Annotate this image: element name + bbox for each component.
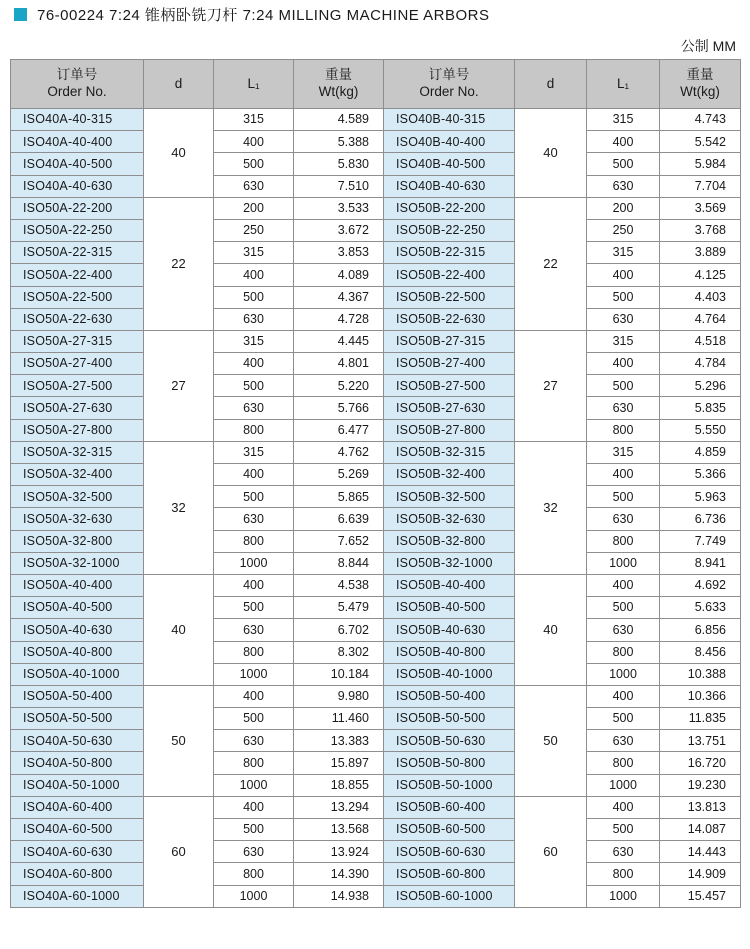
table-row [11,219,741,241]
weight-value-b: 13.813 [660,796,741,818]
l1-value-a: 630 [214,841,294,863]
l1-value-b: 630 [587,175,660,197]
table-row [11,153,741,175]
table-row [11,308,741,330]
d-value-a: 40 [144,574,214,685]
table-row [11,131,741,153]
order-no-b: ISO50B-22-400 [384,264,515,286]
l1-value-a: 400 [214,353,294,375]
weight-value-a: 3.533 [294,197,384,219]
weight-value-b: 7.704 [660,175,741,197]
weight-value-b: 4.764 [660,308,741,330]
table-row [11,486,741,508]
order-no-b: ISO50B-60-400 [384,796,515,818]
l1-value-b: 630 [587,397,660,419]
weight-value-b: 4.859 [660,441,741,463]
weight-value-a: 6.702 [294,619,384,641]
order-no-a: ISO50A-22-200 [11,197,144,219]
arbor-spec-table [10,59,741,908]
weight-value-a: 7.510 [294,175,384,197]
weight-value-b: 3.768 [660,219,741,241]
order-no-b: ISO50B-22-315 [384,242,515,264]
l1-value-b: 315 [587,441,660,463]
header-d-a: d [144,60,214,109]
l1-value-a: 400 [214,574,294,596]
l1-value-a: 1000 [214,774,294,796]
table-row [11,819,741,841]
l1-value-a: 630 [214,308,294,330]
weight-value-a: 7.652 [294,530,384,552]
order-no-b: ISO50B-40-630 [384,619,515,641]
l1-value-a: 1000 [214,552,294,574]
order-no-a: ISO50A-22-315 [11,242,144,264]
weight-value-b: 5.550 [660,419,741,441]
order-no-b: ISO40B-40-630 [384,175,515,197]
l1-value-a: 400 [214,131,294,153]
l1-value-b: 250 [587,219,660,241]
d-value-b: 27 [515,330,587,441]
l1-value-a: 630 [214,175,294,197]
weight-value-b: 6.736 [660,508,741,530]
order-no-a: ISO50A-32-800 [11,530,144,552]
order-no-b: ISO50B-50-500 [384,708,515,730]
order-no-a: ISO50A-50-400 [11,685,144,707]
order-no-a: ISO50A-27-630 [11,397,144,419]
l1-value-a: 315 [214,109,294,131]
weight-value-b: 14.443 [660,841,741,863]
l1-value-a: 800 [214,863,294,885]
table-row [11,508,741,530]
title-marker-icon [14,8,27,21]
l1-value-b: 400 [587,685,660,707]
order-no-b: ISO40B-40-400 [384,131,515,153]
order-no-b: ISO50B-32-1000 [384,552,515,574]
table-row [11,597,741,619]
table-row [11,885,741,907]
weight-value-a: 3.853 [294,242,384,264]
order-no-a: ISO50A-32-500 [11,486,144,508]
order-no-a: ISO50A-27-400 [11,353,144,375]
order-no-b: ISO50B-60-630 [384,841,515,863]
weight-value-a: 4.538 [294,574,384,596]
l1-value-a: 250 [214,219,294,241]
order-no-b: ISO50B-22-500 [384,286,515,308]
table-row [11,685,741,707]
d-value-a: 50 [144,685,214,796]
order-no-b: ISO50B-22-250 [384,219,515,241]
order-no-a: ISO40A-60-800 [11,863,144,885]
weight-value-a: 18.855 [294,774,384,796]
order-no-a: ISO40A-60-1000 [11,885,144,907]
header-wt-b: 重量 Wt(kg) [660,60,741,109]
weight-value-b: 11.835 [660,708,741,730]
order-no-b: ISO50B-60-800 [384,863,515,885]
l1-value-b: 800 [587,419,660,441]
order-no-a: ISO50A-32-400 [11,464,144,486]
l1-value-b: 1000 [587,552,660,574]
weight-value-a: 4.445 [294,330,384,352]
weight-value-a: 15.897 [294,752,384,774]
order-no-b: ISO50B-32-500 [384,486,515,508]
weight-value-b: 8.456 [660,641,741,663]
order-no-b: ISO50B-27-500 [384,375,515,397]
table-row [11,796,741,818]
table-row [11,530,741,552]
l1-value-a: 500 [214,286,294,308]
table-row [11,863,741,885]
d-value-a: 60 [144,796,214,907]
l1-value-b: 1000 [587,774,660,796]
l1-value-a: 500 [214,375,294,397]
l1-value-b: 200 [587,197,660,219]
header-order-b: 订单号 Order No. [384,60,515,109]
weight-value-b: 3.569 [660,197,741,219]
weight-value-b: 10.388 [660,663,741,685]
header-l1-b: L₁ [587,60,660,109]
d-value-b: 40 [515,574,587,685]
l1-value-a: 400 [214,464,294,486]
order-no-b: ISO50B-27-630 [384,397,515,419]
weight-value-a: 5.388 [294,131,384,153]
weight-value-a: 8.302 [294,641,384,663]
weight-value-a: 13.924 [294,841,384,863]
l1-value-b: 630 [587,308,660,330]
l1-value-b: 500 [587,286,660,308]
d-value-b: 32 [515,441,587,574]
l1-value-a: 315 [214,330,294,352]
weight-value-b: 5.633 [660,597,741,619]
l1-value-b: 630 [587,619,660,641]
d-value-b: 40 [515,109,587,198]
order-no-a: ISO40A-40-500 [11,153,144,175]
weight-value-b: 14.909 [660,863,741,885]
order-no-b: ISO50B-40-500 [384,597,515,619]
l1-value-b: 400 [587,464,660,486]
l1-value-b: 500 [587,708,660,730]
table-row [11,375,741,397]
table-row [11,264,741,286]
d-value-b: 22 [515,197,587,330]
header-d-b: d [515,60,587,109]
weight-value-a: 4.089 [294,264,384,286]
d-value-a: 22 [144,197,214,330]
order-no-a: ISO50A-32-1000 [11,552,144,574]
weight-value-b: 5.296 [660,375,741,397]
weight-value-b: 4.784 [660,353,741,375]
weight-value-b: 8.941 [660,552,741,574]
order-no-b: ISO50B-32-400 [384,464,515,486]
weight-value-b: 16.720 [660,752,741,774]
order-no-b: ISO50B-22-200 [384,197,515,219]
weight-value-a: 5.830 [294,153,384,175]
l1-value-a: 200 [214,197,294,219]
weight-value-b: 5.366 [660,464,741,486]
title-text: 76-00224 7:24 锥柄卧铣刀杆 7:24 MILLING MACHINE ARBORS [37,6,490,24]
l1-value-a: 630 [214,397,294,419]
order-no-a: ISO50A-32-315 [11,441,144,463]
order-no-a: ISO50A-27-800 [11,419,144,441]
table-row [11,441,741,463]
l1-value-b: 315 [587,330,660,352]
l1-value-a: 400 [214,685,294,707]
table-row [11,197,741,219]
weight-value-b: 3.889 [660,242,741,264]
order-no-b: ISO50B-40-400 [384,574,515,596]
order-no-a: ISO40A-50-1000 [11,774,144,796]
table-row [11,286,741,308]
order-no-a: ISO50A-22-500 [11,286,144,308]
table-row [11,774,741,796]
d-value-b: 60 [515,796,587,907]
weight-value-b: 4.692 [660,574,741,596]
table-row [11,397,741,419]
weight-value-b: 4.518 [660,330,741,352]
order-no-a: ISO50A-22-250 [11,219,144,241]
weight-value-a: 8.844 [294,552,384,574]
order-no-a: ISO40A-60-630 [11,841,144,863]
l1-value-a: 400 [214,264,294,286]
weight-value-a: 4.728 [294,308,384,330]
header-wt-a: 重量 Wt(kg) [294,60,384,109]
weight-value-a: 13.383 [294,730,384,752]
l1-value-b: 315 [587,109,660,131]
l1-value-b: 400 [587,131,660,153]
order-no-b: ISO40B-40-500 [384,153,515,175]
weight-value-a: 10.184 [294,663,384,685]
order-no-a: ISO50A-22-630 [11,308,144,330]
l1-value-a: 1000 [214,885,294,907]
order-no-a: ISO50A-32-630 [11,508,144,530]
table-row [11,841,741,863]
weight-value-b: 14.087 [660,819,741,841]
weight-value-a: 14.938 [294,885,384,907]
order-no-a: ISO50A-40-800 [11,641,144,663]
d-value-b: 50 [515,685,587,796]
table-row [11,419,741,441]
d-value-a: 27 [144,330,214,441]
table-row [11,730,741,752]
l1-value-a: 500 [214,153,294,175]
l1-value-b: 630 [587,508,660,530]
weight-value-a: 3.672 [294,219,384,241]
table-header-row [11,60,741,109]
order-no-a: ISO40A-50-630 [11,730,144,752]
l1-value-a: 500 [214,708,294,730]
weight-value-b: 19.230 [660,774,741,796]
order-no-a: ISO40A-60-400 [11,796,144,818]
d-value-a: 32 [144,441,214,574]
weight-value-a: 5.865 [294,486,384,508]
l1-value-b: 800 [587,752,660,774]
order-no-a: ISO50A-40-500 [11,597,144,619]
l1-value-b: 500 [587,597,660,619]
l1-value-b: 400 [587,264,660,286]
order-no-b: ISO50B-40-800 [384,641,515,663]
l1-value-b: 800 [587,863,660,885]
order-no-a: ISO50A-40-1000 [11,663,144,685]
l1-value-a: 315 [214,242,294,264]
order-no-b: ISO50B-32-800 [384,530,515,552]
weight-value-a: 14.390 [294,863,384,885]
table-row [11,574,741,596]
order-no-b: ISO50B-50-630 [384,730,515,752]
table-row [11,242,741,264]
header-order-a: 订单号 Order No. [11,60,144,109]
order-no-a: ISO40A-40-400 [11,131,144,153]
weight-value-a: 4.801 [294,353,384,375]
l1-value-b: 800 [587,530,660,552]
l1-value-a: 500 [214,486,294,508]
l1-value-a: 800 [214,419,294,441]
weight-value-a: 9.980 [294,685,384,707]
l1-value-a: 800 [214,530,294,552]
order-no-a: ISO50A-40-630 [11,619,144,641]
order-no-b: ISO50B-27-400 [384,353,515,375]
order-no-b: ISO50B-27-800 [384,419,515,441]
order-no-b: ISO40B-40-315 [384,109,515,131]
l1-value-a: 800 [214,641,294,663]
weight-value-a: 5.766 [294,397,384,419]
order-no-b: ISO50B-50-1000 [384,774,515,796]
order-no-a: ISO50A-27-500 [11,375,144,397]
weight-value-b: 13.751 [660,730,741,752]
weight-value-a: 13.294 [294,796,384,818]
weight-value-b: 6.856 [660,619,741,641]
weight-value-a: 6.639 [294,508,384,530]
l1-value-a: 630 [214,730,294,752]
l1-value-a: 800 [214,752,294,774]
order-no-a: ISO40A-40-630 [11,175,144,197]
l1-value-b: 400 [587,796,660,818]
order-no-b: ISO50B-50-400 [384,685,515,707]
l1-value-b: 400 [587,574,660,596]
order-no-a: ISO50A-22-400 [11,264,144,286]
page-title [14,4,490,24]
l1-value-a: 500 [214,819,294,841]
weight-value-a: 11.460 [294,708,384,730]
weight-value-b: 4.743 [660,109,741,131]
l1-value-a: 400 [214,796,294,818]
order-no-b: ISO50B-32-630 [384,508,515,530]
l1-value-b: 315 [587,242,660,264]
weight-value-b: 15.457 [660,885,741,907]
l1-value-b: 400 [587,353,660,375]
order-no-b: ISO50B-22-630 [384,308,515,330]
l1-value-b: 1000 [587,663,660,685]
order-no-a: ISO50A-27-315 [11,330,144,352]
l1-value-a: 630 [214,508,294,530]
weight-value-a: 4.589 [294,109,384,131]
l1-value-b: 500 [587,375,660,397]
order-no-b: ISO50B-27-315 [384,330,515,352]
l1-value-b: 800 [587,641,660,663]
weight-value-a: 5.479 [294,597,384,619]
order-no-b: ISO50B-50-800 [384,752,515,774]
weight-value-b: 5.963 [660,486,741,508]
order-no-b: ISO50B-60-1000 [384,885,515,907]
weight-value-b: 10.366 [660,685,741,707]
weight-value-b: 5.542 [660,131,741,153]
table-row [11,175,741,197]
order-no-a: ISO50A-40-400 [11,574,144,596]
table-row [11,464,741,486]
l1-value-a: 630 [214,619,294,641]
order-no-a: ISO50A-50-500 [11,708,144,730]
l1-value-b: 500 [587,819,660,841]
order-no-b: ISO50B-40-1000 [384,663,515,685]
order-no-b: ISO50B-60-500 [384,819,515,841]
table-row [11,552,741,574]
table-row [11,109,741,131]
weight-value-a: 5.220 [294,375,384,397]
order-no-a: ISO40A-60-500 [11,819,144,841]
order-no-a: ISO40A-40-315 [11,109,144,131]
table-row [11,641,741,663]
l1-value-a: 1000 [214,663,294,685]
weight-value-b: 5.984 [660,153,741,175]
weight-value-b: 7.749 [660,530,741,552]
weight-value-b: 4.125 [660,264,741,286]
weight-value-a: 4.762 [294,441,384,463]
l1-value-a: 315 [214,441,294,463]
weight-value-a: 4.367 [294,286,384,308]
weight-value-a: 6.477 [294,419,384,441]
table-row [11,619,741,641]
l1-value-b: 630 [587,730,660,752]
weight-value-a: 5.269 [294,464,384,486]
table-row [11,708,741,730]
l1-value-a: 500 [214,597,294,619]
header-l1-a: L₁ [214,60,294,109]
order-no-b: ISO50B-32-315 [384,441,515,463]
unit-label: 公制 MM [680,38,736,54]
order-no-a: ISO40A-50-800 [11,752,144,774]
weight-value-a: 13.568 [294,819,384,841]
weight-value-b: 4.403 [660,286,741,308]
table-row [11,330,741,352]
table-row [11,353,741,375]
d-value-a: 40 [144,109,214,198]
l1-value-b: 1000 [587,885,660,907]
l1-value-b: 500 [587,153,660,175]
table-row [11,752,741,774]
l1-value-b: 500 [587,486,660,508]
table-row [11,663,741,685]
weight-value-b: 5.835 [660,397,741,419]
l1-value-b: 630 [587,841,660,863]
